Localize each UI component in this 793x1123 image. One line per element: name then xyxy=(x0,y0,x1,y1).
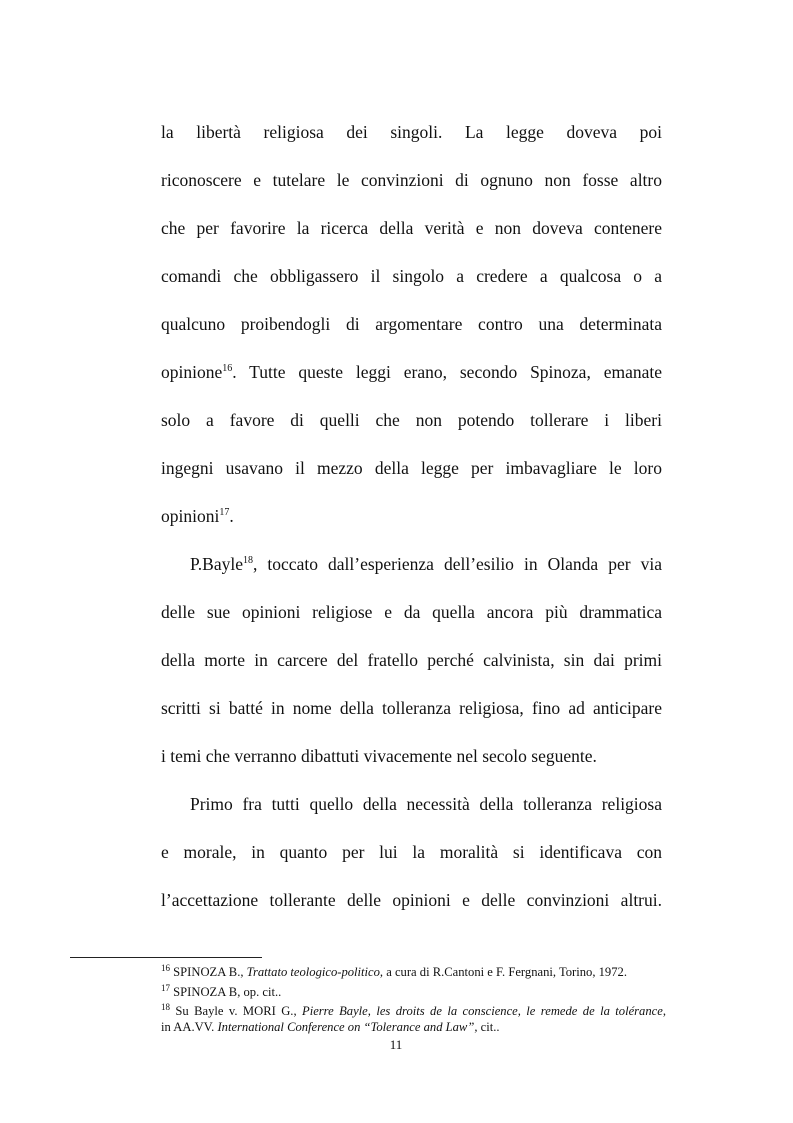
body-line: comandi che obbligassero il singolo a credere a qualcosa o a xyxy=(161,266,662,286)
footnote: $^{17}$ SPINOZA B, op. cit.. xyxy=(161,983,282,999)
body-line: che per favorire la ricerca della verità e non doveva contenere xyxy=(161,218,662,238)
footnote: $^{18}$ Su Bayle v. MORI G., Pierre Bayle, les droits de la conscience, le remede de la tolérance, xyxy=(161,1002,666,1018)
body-line: e morale, in quanto per lui la moralità si identificava con xyxy=(161,842,662,862)
page-number: 11 xyxy=(389,1037,403,1052)
body-line: riconoscere e tutelare le convinzioni di ognuno non fosse altro xyxy=(161,170,662,190)
footnote-ref: 16 xyxy=(222,363,233,374)
body-line: solo a favore di quelli che non potendo tollerare i liberi xyxy=(161,410,662,430)
body-line: delle sue opinioni religiose e da quella ancora più drammatica xyxy=(161,602,662,622)
footnote: $^{16}$ SPINOZA B., Trattato teologico-politico, a cura di R.Cantoni e F. Fergnani, Torino, 1972. xyxy=(161,963,627,979)
body-line: P.Bayle$^{18}$, toccato dall’esperienza dell’esilio in Olanda per via xyxy=(190,554,662,574)
body-line: Primo fra tutti quello della necessità della tolleranza religiosa xyxy=(190,794,662,814)
body-line: qualcuno proibendogli di argomentare contro una determinata xyxy=(161,314,662,334)
body-line: l’accettazione tollerante delle opinioni e delle convinzioni altrui. xyxy=(161,890,662,910)
footnote-ref: 17 xyxy=(219,507,230,518)
body-line: ingegni usavano il mezzo della legge per imbavagliare le loro xyxy=(161,458,662,478)
footnote-ref: 18 xyxy=(243,555,253,566)
body-line: della morte in carcere del fratello perché calvinista, sin dai primi xyxy=(161,650,662,670)
footnote-continuation: in AA.VV. International Conference on “Tolerance and Law”, cit.. xyxy=(161,1020,500,1034)
body-line: i temi che verranno dibattuti vivacemente nel secolo seguente. xyxy=(161,746,597,766)
body-line: opinioni$^{17}$. xyxy=(161,506,234,526)
footnote-separator xyxy=(70,957,262,958)
body-line: opinione$^{16}$. Tutte queste leggi erano, secondo Spinoza, emanate xyxy=(161,362,662,382)
body-line: la libertà religiosa dei singoli. La legge doveva poi xyxy=(161,122,662,142)
body-line: scritti si batté in nome della tolleranza religiosa, fino ad anticipare xyxy=(161,698,662,718)
